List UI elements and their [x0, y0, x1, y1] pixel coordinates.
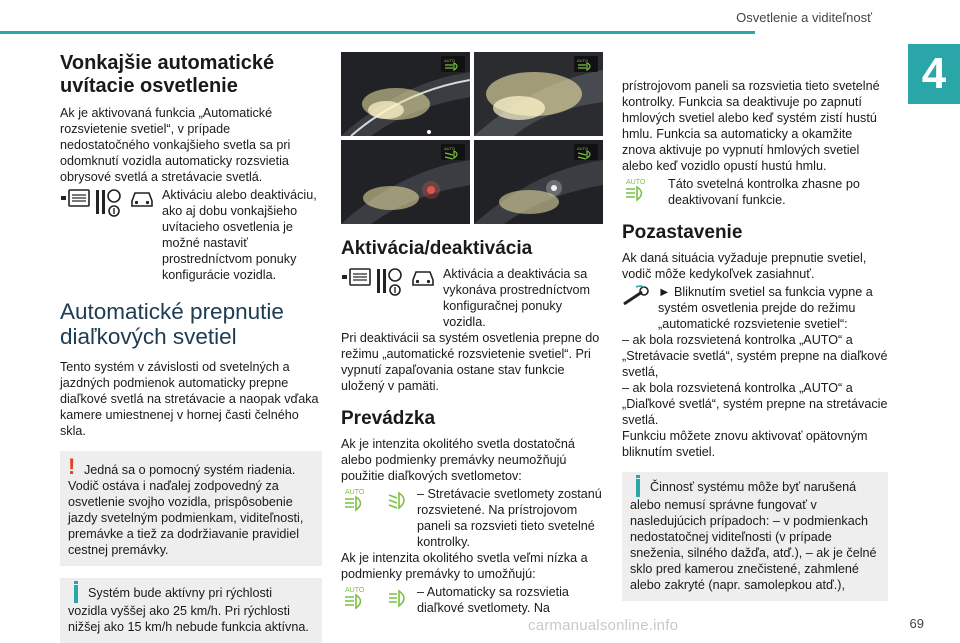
- heading-activation: Aktivácia/deaktivácia: [341, 238, 533, 259]
- paragraph-pause-3: – ak bola rozsvietená kontrolka „AUTO“ a „Diaľkové svetlá“, systém prepne na stretávacie svetlá.: [622, 381, 888, 427]
- icon-row-exterior: [60, 187, 322, 283]
- paragraph-operation-1: Ak je intenzita okolitého svetla dostatočná alebo podmienky premávky neumožňujú použitie diaľkových svetlometov:: [341, 437, 575, 483]
- info-icon: [74, 585, 78, 603]
- flash-indicators: [622, 284, 652, 312]
- info-note-2-text: Činnosť systému môže byť narušená alebo nemusí správne fungovať v nasledujúcich prípadoch: – v podmienkach nedostatočnej viditeľnosti (v prípade sneženia, silného dažďa, atď.), – ak je čelné sklo pred kamerou znečistené, zahmlené alebo zakryté (napr. samolepkou atď.),: [630, 480, 877, 592]
- paragraph-continued: prístrojovom paneli sa rozsvietia tieto svetelné kontrolky. Funkcia sa deaktivuje po zapnutí hmlových svetiel alebo keď systém zistí hustú hmlu. Funkcia sa automaticky a okamžite znova aktivuje po vypnutí hmlových svetiel alebo keď vozidlo opustí hustú hmlu.: [622, 79, 880, 173]
- auto-off-text: Táto svetelná kontrolka zhasne po deaktivovaní funkcie.: [668, 177, 860, 207]
- paragraph-pause-2: – ak bola rozsvietená kontrolka „AUTO“ a „Stretávacie svetlá“, systém prepne na diaľkové svetlá,: [622, 333, 888, 379]
- flash-text: ► Bliknutím svetiel sa funkcia vypne a systém osvetlenia prejde do režimu „automatické rozsvietenie svetiel“:: [658, 285, 873, 331]
- auto-label: AUTO: [577, 146, 589, 151]
- warning-icon: !: [68, 454, 76, 479]
- auto-label: AUTO: [444, 146, 456, 151]
- icon-row-activation: [341, 266, 603, 330]
- car-front-icon: [409, 266, 437, 290]
- auto-label: AUTO: [345, 587, 365, 594]
- chapter-tab: 4: [908, 44, 960, 104]
- watermark: carmanualsonline.info: [528, 617, 679, 634]
- low-beam-indicators: [341, 486, 411, 514]
- info-note: [60, 578, 322, 643]
- paragraph-pause: Ak daná situácia vyžaduje prepnutie svetiel, vodič môže kedykoľvek zasiahnuť.: [622, 251, 867, 281]
- warning-note-text: Jedná sa o pomocný systém riadenia. Vodič ostáva i naďalej zodpovedný za osvetlenie svojho vozidla, prispôsobenie jazdy svetelným podmienkam, viditeľnosti, premávke a tiež za dodržiavanie pravidiel cestnej premávky.: [68, 463, 304, 557]
- auto-indicator-icon: [622, 176, 662, 204]
- column-1: [60, 52, 322, 643]
- car-front-icon: [128, 187, 156, 211]
- auto-indicator-icon: [341, 486, 381, 514]
- illustration-road-1: [341, 52, 470, 136]
- icon-row-high-beam: [341, 584, 603, 616]
- column-2: [341, 52, 603, 616]
- paragraph-auto-high-beam: Tento systém v závislosti od svetelných a jazdných podmienok automaticky prepne diaľkové svetlá na stretávacie a naopak vďaka kamere umiestnenej v hornej časti čelného skla.: [60, 360, 319, 438]
- illustration-road-4: [474, 140, 603, 224]
- column-3: [622, 78, 888, 601]
- high-beam-icon: [385, 584, 411, 612]
- low-beam-text: – Stretávacie svetlomety zostanú rozsvietené. Na prístrojovom paneli sa rozsvieti tieto svetelné kontrolky.: [417, 487, 602, 549]
- screen-menu-icon: [341, 266, 371, 294]
- page-number: 69: [909, 616, 924, 631]
- heading-pause: Pozastavenie: [622, 222, 743, 243]
- auto-label: AUTO: [345, 489, 365, 496]
- auto-label: AUTO: [626, 179, 646, 186]
- info-note-text: Systém bude aktívny pri rýchlosti vozidla vyššej ako 25 km/h. Pri rýchlosti nižšej ako 15 km/h nebude funkcia aktívna.: [68, 586, 309, 634]
- low-beam-icon: [385, 486, 411, 514]
- stalk-flash-icon: [622, 284, 652, 312]
- warning-note: [60, 451, 322, 566]
- paragraph-pause-4: Funkciu môžete znovu aktivovať opätovným bliknutím svetiel.: [622, 429, 868, 459]
- illustration-grid: [341, 52, 603, 224]
- heading-exterior-lighting: Vonkajšie automatické uvítacie osvetlenie: [60, 52, 275, 97]
- paragraph-operation-2: Ak je intenzita okolitého svetla veľmi nízka a podmienky premávky to umožňujú:: [341, 551, 588, 581]
- running-title: Osvetlenie a viditeľnosť: [736, 10, 872, 25]
- info-icon: [636, 479, 640, 497]
- heading-auto-high-beam: Automatické prepnutie diaľkových svetiel: [60, 299, 284, 349]
- icon-row-flash: [622, 284, 888, 332]
- icon-row-low-beam: [341, 486, 603, 550]
- auto-label: AUTO: [444, 58, 456, 63]
- high-beam-text: – Automaticky sa rozsvietia diaľkové svetlomety. Na: [417, 585, 569, 615]
- icon-row-auto-off: [622, 176, 888, 208]
- header-accent-bar: [0, 31, 755, 34]
- activation-icon-text: Aktivácia a deaktivácia sa vykonáva prostredníctvom konfiguračnej ponuky vozidla.: [443, 267, 590, 329]
- car-settings-icon: [94, 187, 124, 219]
- high-beam-indicators: [341, 584, 411, 612]
- exterior-icon-text: Aktiváciu alebo deaktiváciu, ako aj dobu vonkajšieho uvítacieho osvetlenia je možné nastaviť prostredníctvom ponuky konfigurácie vozidla.: [162, 188, 317, 282]
- illustration-road-2: [474, 52, 603, 136]
- paragraph-activation: Pri deaktivácii sa systém osvetlenia prepne do režimu „automatické rozsvietenie svetiel“. Pri vypnutí zapaľovania ostane stav funkcie uložený v pamäti.: [341, 331, 600, 393]
- config-icons: [60, 187, 156, 219]
- heading-operation: Prevádzka: [341, 408, 436, 429]
- config-icons: [341, 266, 437, 298]
- screen-menu-icon: [60, 187, 90, 215]
- auto-indicator-icon: [341, 584, 381, 612]
- car-settings-icon: [375, 266, 405, 298]
- auto-off-indicators: [622, 176, 662, 204]
- auto-label: AUTO: [577, 58, 589, 63]
- illustration-road-3: [341, 140, 470, 224]
- info-note-2: [622, 472, 888, 601]
- paragraph-exterior-lighting: Ak je aktivovaná funkcia „Automatické rozsvietenie svetiel“, v prípade nedostatočného vonkajšieho svetla sa pri odomknutí vozidla automaticky rozsvietia obrysové svetlá a stretávacie svetlá.: [60, 106, 291, 184]
